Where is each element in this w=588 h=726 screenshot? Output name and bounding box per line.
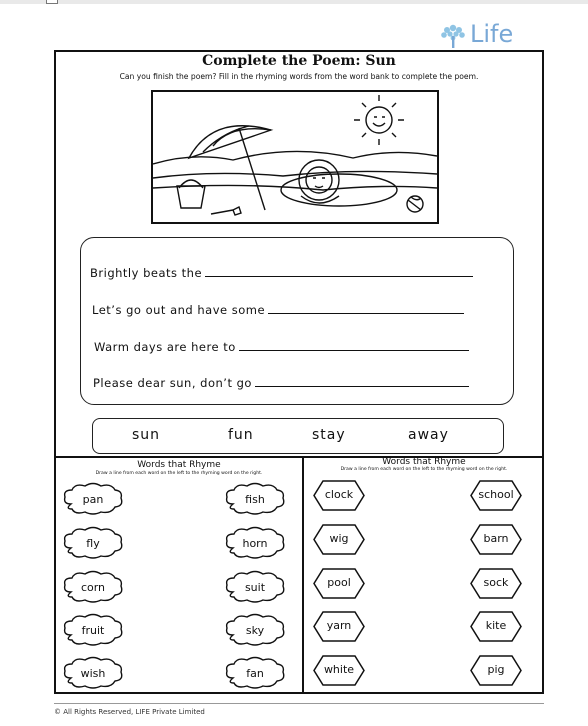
answer-blank[interactable]: [205, 275, 473, 277]
hexagon-word-left[interactable]: [313, 524, 365, 555]
poem-line-4: [93, 376, 469, 390]
hexagon-word-left[interactable]: [313, 655, 365, 686]
worksheet-title: Complete the Poem: Sun: [202, 53, 396, 69]
cloud-word-left[interactable]: [61, 613, 125, 647]
cloud-word-label: suit: [244, 581, 266, 594]
hexagon-word-left[interactable]: [313, 611, 365, 642]
rhyme-section-title: Words that Rhyme: [382, 457, 466, 467]
cloud-word-right[interactable]: [223, 613, 287, 647]
hexagon-word-right[interactable]: [470, 480, 522, 511]
hexagon-word-label: school: [478, 488, 514, 501]
cloud-word-left[interactable]: [61, 656, 125, 690]
cloud-word-label: fish: [245, 493, 265, 506]
rhyme-section-instructions: Draw a line from each word on the left to the rhyming word on the right.: [95, 471, 263, 476]
hexagon-word-label: wig: [329, 532, 349, 545]
word-bank-item: away: [408, 427, 449, 443]
footer-rule: [54, 703, 544, 704]
cloud-word-label: fan: [246, 667, 264, 680]
cloud-word-label: horn: [242, 537, 268, 550]
word-bank-item: sun: [132, 427, 161, 443]
hexagon-word-label: sock: [483, 576, 509, 589]
poem-line-text: Brightly beats the: [90, 266, 203, 280]
cloud-word-label: sky: [245, 624, 265, 637]
answer-blank[interactable]: [255, 385, 469, 387]
poem-line-text: Let’s go out and have some: [92, 303, 266, 317]
poem-line-1: [90, 266, 473, 280]
hexagon-word-label: pig: [487, 663, 505, 676]
answer-blank[interactable]: [239, 349, 469, 351]
brand-logo-text: Life: [470, 20, 514, 48]
copyright-footer: © All Rights Reserved, LIFE Private Limited: [54, 708, 205, 716]
poem-line-2: [92, 303, 464, 317]
cloud-word-label: wish: [80, 667, 106, 680]
hexagon-word-left[interactable]: [313, 568, 365, 599]
answer-blank[interactable]: [268, 312, 464, 314]
word-bank-item: fun: [228, 427, 254, 443]
cloud-word-right[interactable]: [223, 482, 287, 516]
hexagon-word-right[interactable]: [470, 611, 522, 642]
cloud-word-right[interactable]: [223, 570, 287, 604]
beach-illustration: [151, 90, 439, 224]
hexagon-word-label: barn: [483, 532, 509, 545]
hexagon-word-right[interactable]: [470, 655, 522, 686]
cloud-word-right[interactable]: [223, 656, 287, 690]
rhyme-section-title: Words that Rhyme: [137, 460, 221, 470]
cloud-word-left[interactable]: [61, 526, 125, 560]
beach-scene-drawing: [153, 92, 437, 222]
hexagon-word-label: pool: [327, 576, 351, 589]
cloud-word-label: fly: [86, 537, 100, 550]
cloud-word-label: pan: [82, 493, 104, 506]
column-divider: [302, 457, 304, 694]
poem-line-3: [94, 340, 469, 354]
word-bank-item: stay: [312, 427, 346, 443]
tree-logo-icon: [438, 22, 468, 50]
cloud-word-left[interactable]: [61, 482, 125, 516]
cloud-word-right[interactable]: [223, 526, 287, 560]
hexagon-word-label: white: [323, 663, 355, 676]
page-corner-mark: [46, 0, 58, 4]
worksheet-instructions: Can you finish the poem? Fill in the rhyming words from the word bank to complete the poem.: [119, 72, 479, 81]
hexagon-word-label: kite: [485, 619, 507, 632]
hexagon-word-right[interactable]: [470, 524, 522, 555]
rhyme-section-instructions: Draw a line from each word on the left to the rhyming word on the right.: [340, 467, 508, 472]
poem-line-text: Please dear sun, don’t go: [93, 376, 252, 390]
cloud-word-label: corn: [80, 581, 106, 594]
hexagon-word-left[interactable]: [313, 480, 365, 511]
cloud-word-label: fruit: [81, 624, 105, 637]
top-edge: [0, 0, 588, 4]
hexagon-word-label: clock: [324, 488, 354, 501]
poem-line-text: Warm days are here to: [94, 340, 236, 354]
hexagon-word-right[interactable]: [470, 568, 522, 599]
hexagon-word-label: yarn: [326, 619, 352, 632]
cloud-word-left[interactable]: [61, 570, 125, 604]
